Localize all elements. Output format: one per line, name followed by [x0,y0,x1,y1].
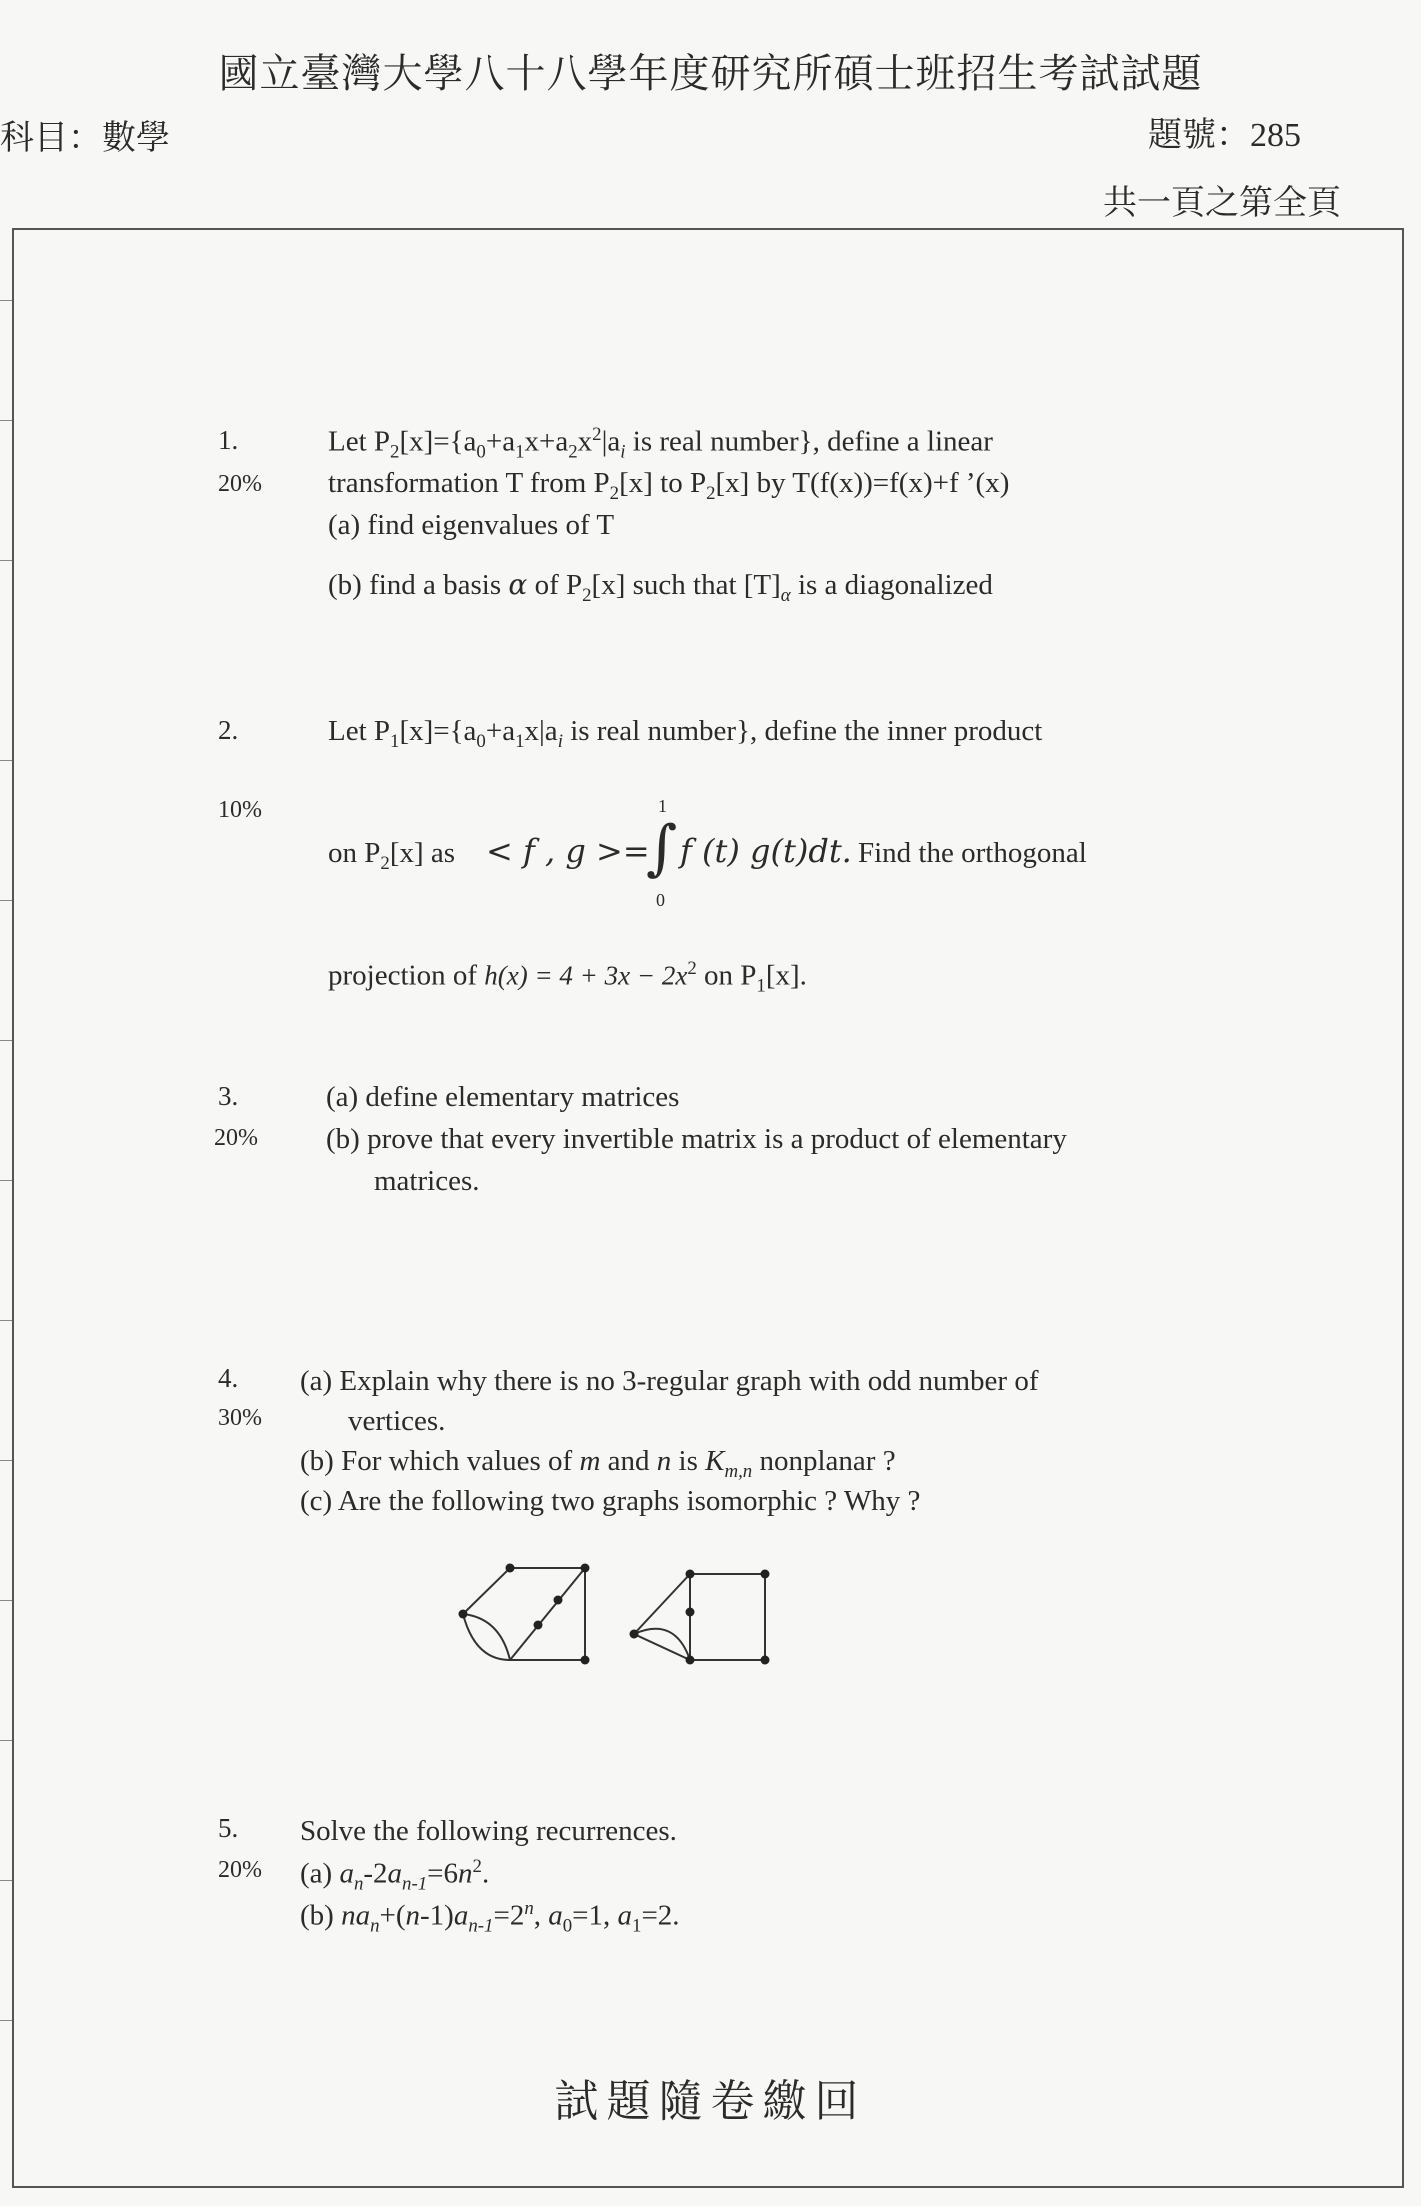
vertex [686,1570,695,1579]
vertex [506,1564,515,1573]
edge-tick [0,1740,12,1741]
q1-weight: 20% [218,471,262,497]
graph-right [630,1570,770,1665]
q1-number: 1. [218,425,239,455]
vertex [459,1610,468,1619]
return-notice: 試題隨卷繳回 [554,2076,867,2127]
edge-tick [0,1460,12,1461]
edge-tick [0,1040,12,1041]
q5-number: 5. [218,1813,239,1843]
edge [634,1634,690,1660]
integral-sign: ∫ [646,813,678,883]
edge-tick [0,1180,12,1181]
vertex [554,1596,563,1605]
vertex [686,1608,695,1617]
integral-upper-limit: 1 [658,796,667,816]
q3-part-b: (b) prove that every invertible matrix is a product of elementary [326,1123,1067,1155]
q2-line1: Let $P_1[x]=\{a_0+a_1x|a_i$ is real number}, define the inner product [328,715,1043,752]
q1-part-a: (a) find eigenvalues of T [328,509,615,541]
question-number: 題號：285 [1148,117,1301,154]
q5-weight: 20% [218,1857,262,1883]
edge-tick [0,900,12,901]
q4-part-b: (b) For which values of m and n is $K_{m,n}$ nonplanar ? [300,1445,896,1482]
edge-tick [0,1880,12,1881]
q4-part-a: (a) Explain why there is no 3-regular graph with odd number of [300,1365,1039,1397]
q2-number: 2. [218,715,239,745]
edge [634,1574,690,1634]
q3-part-a: (a) define elementary matrices [326,1081,680,1113]
edge-tick [0,2020,12,2021]
edge-tick [0,300,12,301]
edge-tick [0,1600,12,1601]
graph-pair-figure [450,1550,790,1680]
edge [510,1568,585,1660]
q2-line2-prefix: on $P_2[x]$ as [328,837,456,874]
q3-part-b-cont: matrices. [374,1165,480,1197]
page-info: 共一頁之第全頁 [1103,185,1341,222]
q4-part-c: (c) Are the following two graphs isomorphic ? Why ? [300,1485,921,1517]
q3-number: 3. [218,1081,239,1111]
q5-part-a: (a) $a_n-2a_{n-1}=6n^2$. [300,1856,490,1895]
integral-lower-limit: 0 [656,890,665,910]
exam-frame [12,228,1404,2188]
q2-weight: 10% [218,797,262,823]
vertex [761,1570,770,1579]
q4-number: 4. [218,1363,239,1393]
q1-line1: Let $P_2[x]=\{a_0+a_1x+a_2x^2|a_i$ is real number}, define a linear [328,424,993,463]
q1-part-b: (b) find a basis α of $P_2[x]$ such that $[T]_\alpha$ is a diagonalized [328,568,993,606]
inner-product-notation: < f , g >= [486,832,650,870]
q2-line3: projection of $h(x) = 4 + 3x - 2x^2$ on $P_1[x]$. [328,958,807,997]
graph-pair [450,1550,790,1685]
vertex [686,1656,695,1665]
vertex [581,1564,590,1573]
q5-intro: Solve the following recurrences. [300,1815,677,1847]
edge-tick [0,1320,12,1321]
subject-label: 科目：數學 [0,120,170,157]
integrand: f (t) g(t)dt. [680,832,852,870]
vertex [581,1656,590,1665]
q1-line2: transformation T from $P_2[x]$ to $P_2[x]$ by T(f(x))=f(x)+f ’(x) [328,467,1010,504]
q5-part-b: (b) $na_n+(n-1)a_{n-1}=2^n$, $a_0=1$, $a_1=2$. [300,1898,680,1937]
exam-title: 國立臺灣大學八十八學年度研究所碩士班招生考試試題 [218,51,1203,96]
vertex [761,1656,770,1665]
edge-tick [0,420,12,421]
graph-left [459,1564,590,1665]
edge [463,1568,510,1614]
vertex [630,1630,639,1639]
edge-tick [0,760,12,761]
vertex [534,1621,543,1630]
q4-weight: 30% [218,1405,262,1431]
q4-part-a-cont: vertices. [348,1405,446,1437]
q2-line2-suffix: Find the orthogonal [858,837,1087,869]
edge-tick [0,560,12,561]
q3-weight: 20% [214,1125,258,1151]
